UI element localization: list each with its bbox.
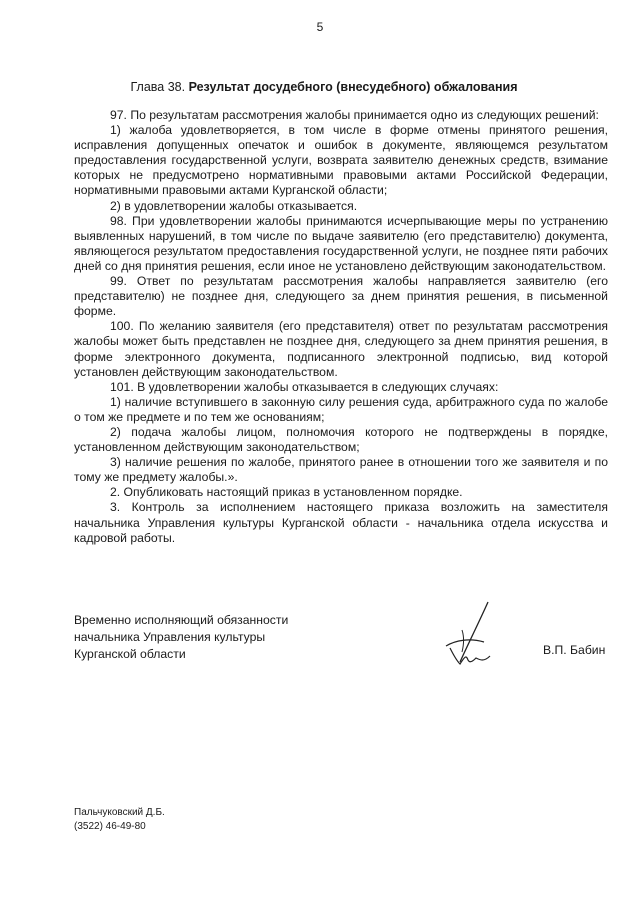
paragraph-99: 99. Ответ по результатам рассмотрения жалобы направляется заявителю (его представителю) не позднее дня, следующего за днем принятия решения, в письменной форме. <box>74 274 608 319</box>
signatory-line: начальника Управления культуры <box>74 630 266 644</box>
paragraph-101-item-3: 3) наличие решения по жалобе, принятого ранее в отношении того же заявителя и по тому же предмету жалобы.». <box>74 455 608 485</box>
paragraph-101: 101. В удовлетворении жалобы отказывается в следующих случаях: <box>110 379 499 394</box>
chapter-heading <box>74 80 574 94</box>
executor-name: Пальчуковский Д.Б. <box>74 807 165 818</box>
paragraph-100: 100. По желанию заявителя (его представителя) ответ по результатам рассмотрения жалобы может быть представлен не позднее дня, следующего за днем принятия решения, в форме электронного документа, подписанного электронной подписью, вид которой установлен действующим законодательством. <box>74 319 608 379</box>
handwritten-signature <box>440 600 500 675</box>
paragraph-97: 97. По результатам рассмотрения жалобы принимается одно из следующих решений: <box>110 108 599 122</box>
executor-block <box>74 806 165 834</box>
order-item-3: 3. Контроль за исполнением настоящего приказа возложить на заместителя начальника Управления культуры Курганской области - начальника отдела искусства и кадровой работы. <box>74 500 608 545</box>
chapter-prefix: Глава 38. <box>130 80 186 94</box>
signatory-line: Курганской области <box>74 647 186 661</box>
signatory-name: В.П. Бабин <box>543 643 606 657</box>
signatory-line: Временно исполняющий обязанности <box>74 613 289 627</box>
paragraph-97-item-2: 2) в удовлетворении жалобы отказывается. <box>110 198 358 213</box>
document-body <box>74 108 608 546</box>
signatory-position <box>74 612 288 663</box>
paragraph-98: 98. При удовлетворении жалобы принимаются исчерпывающие меры по устранению выявленных нарушений, в том числе по выдаче заявителю (его представителю) документа, являющегося результатом предоставления государственной услуги, не позднее пяти рабочих дней со дня принятия решения, если иное не установлено действующим законодательством. <box>74 213 608 273</box>
paragraph-101-item-2: 2) подача жалобы лицом, полномочия которого не подтверждены в порядке, установленном действующим законодательством; <box>74 424 608 455</box>
paragraph-97-item-1: 1) жалоба удовлетворяется, в том числе в форме отмены принятого решения, исправления допущенных опечаток и ошибок в документе, являющемся результатом предоставления государственной услуги, возврата заявителю денежных средств, взимание которых не предусмотрено нормативными правовыми актами Российской Федерации, нормативными правовыми актами Курганской области; <box>74 123 608 198</box>
executor-phone: (3522) 46-49-80 <box>74 821 146 832</box>
order-item-2: 2. Опубликовать настоящий приказ в установленном порядке. <box>110 485 463 500</box>
page-number: 5 <box>316 20 324 34</box>
paragraph-101-item-1: 1) наличие вступившего в законную силу решения суда, арбитражного суда по жалобе о том же предмете и по тем же основаниям; <box>74 394 608 424</box>
chapter-title: Результат досудебного (внесудебного) обжалования <box>188 80 518 94</box>
